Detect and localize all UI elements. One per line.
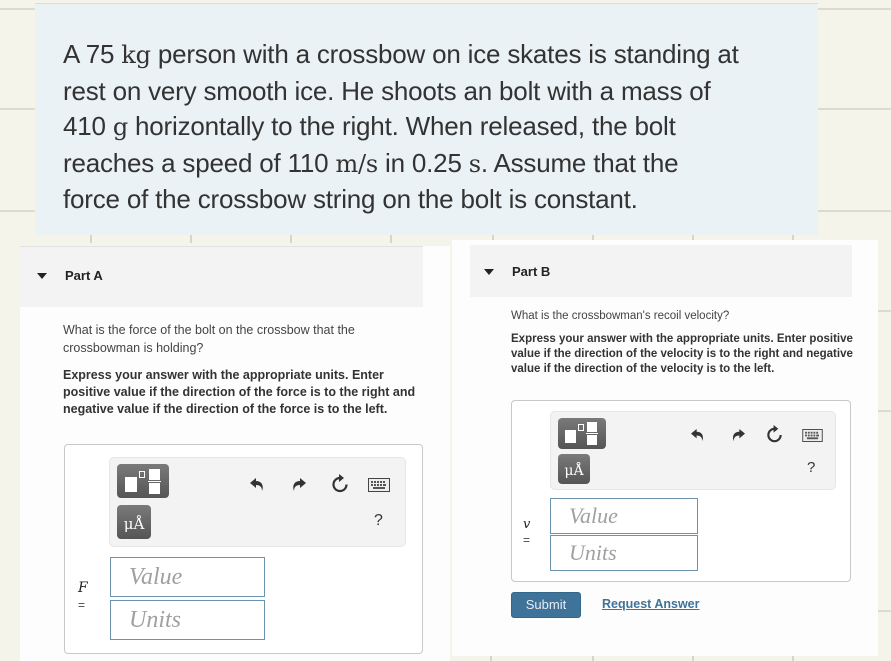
templates-button[interactable] (117, 464, 169, 498)
equals-sign: = (523, 533, 531, 547)
templates-button[interactable] (558, 418, 606, 449)
background-tick (90, 235, 92, 243)
keyboard-button[interactable] (368, 474, 390, 496)
part-b-instructions: Express your answer with the appropriate units. Enter positive value if the direction of the velocity is to the right and negative value if the direction of the velocity is to the left. (511, 333, 853, 375)
redo-icon (729, 428, 746, 443)
background-rule (818, 108, 891, 110)
units-button[interactable]: μÅ (117, 505, 151, 539)
equals-sign: = (78, 598, 86, 612)
units-input[interactable] (110, 600, 265, 640)
reset-button[interactable] (329, 473, 351, 495)
variable-label: F (78, 580, 88, 596)
part-b-answer-box (511, 400, 851, 582)
part-a-instructions: Express your answer with the appropriate units. Enter positive value if the direction of the force is to the right and negative value if the direction of the force is to the left. (63, 368, 416, 416)
background-tick (290, 235, 292, 243)
fraction-bar-icon (586, 433, 598, 434)
problem-text (63, 37, 813, 218)
fraction-bar-icon (148, 481, 161, 482)
help-button[interactable]: ? (807, 459, 816, 476)
part-b-header[interactable] (470, 245, 852, 297)
reset-icon (765, 425, 784, 444)
collapse-caret-icon[interactable] (484, 269, 494, 275)
collapse-caret-icon[interactable] (37, 273, 47, 279)
background-rule (878, 610, 891, 612)
keyboard-icon (368, 478, 390, 492)
value-input[interactable] (550, 498, 698, 534)
problem-statement (35, 3, 818, 235)
keyboard-icon (802, 429, 823, 442)
background-rule (878, 310, 891, 312)
problem-text-segment: rest on very smooth ice. He shoots an bolt with a mass of (63, 75, 711, 106)
fraction-numerator-icon (149, 469, 160, 480)
problem-text-segment: in 0.25 (378, 147, 469, 178)
math-toolbar (550, 411, 836, 490)
problem-text-segment: force of the crossbow string on the bolt is constant. (63, 184, 638, 214)
submit-button[interactable]: Submit (511, 592, 581, 618)
reset-button[interactable] (763, 423, 785, 445)
background-rule (0, 210, 35, 212)
part-b-title: Part B (512, 264, 551, 279)
problem-text-segment: A 75 (63, 39, 122, 69)
templates-icon (565, 430, 576, 443)
part-a-header[interactable] (20, 246, 423, 307)
undo-icon (249, 477, 267, 493)
redo-button[interactable] (726, 424, 748, 446)
fraction-denominator-icon (149, 483, 160, 494)
variable-label: v (523, 517, 531, 532)
help-button[interactable]: ? (374, 512, 383, 529)
fraction-numerator-icon (587, 422, 597, 432)
unit-g: g (112, 113, 128, 141)
value-input[interactable] (110, 557, 265, 597)
problem-text-segment: horizontally to the right. When released, the bolt (127, 111, 676, 141)
units-button[interactable]: μÅ (558, 454, 590, 484)
undo-icon (690, 428, 707, 443)
math-toolbar (109, 457, 406, 547)
background-rule (0, 108, 35, 110)
part-b-panel (452, 240, 878, 656)
background-rule (0, 8, 35, 10)
part-a-question: What is the force of the bolt on the crossbow that the crossbowman is holding? (63, 323, 355, 355)
templates-icon (125, 477, 137, 492)
problem-text-segment: person with a crossbow on ice skates is standing at (150, 39, 739, 69)
background-tick (390, 235, 392, 243)
unit-m-per-s: m/s (335, 149, 379, 178)
redo-button[interactable] (287, 474, 309, 496)
undo-button[interactable] (687, 424, 709, 446)
unit-s: s (468, 149, 481, 178)
unit-kg: kg (121, 41, 151, 69)
superscript-box-icon (139, 471, 145, 478)
part-b-question: What is the crossbowman's recoil velocity? (511, 310, 730, 322)
superscript-box-icon (578, 424, 584, 431)
background-rule (818, 210, 891, 212)
background-rule (878, 410, 891, 412)
part-a-panel (20, 246, 450, 661)
units-input[interactable] (550, 535, 698, 571)
reset-icon (330, 474, 350, 494)
problem-text-segment: 410 (63, 111, 113, 141)
request-answer-link[interactable]: Request Answer (602, 597, 700, 611)
part-a-title: Part A (65, 268, 103, 283)
problem-text-segment: reaches a speed of 110 (63, 147, 336, 178)
redo-icon (289, 477, 307, 493)
part-a-answer-box (64, 444, 423, 654)
problem-text-segment: . Assume that the (480, 147, 679, 178)
keyboard-button[interactable] (801, 424, 823, 446)
undo-button[interactable] (247, 474, 269, 496)
background-tick (190, 235, 192, 243)
background-rule (818, 8, 891, 10)
fraction-denominator-icon (587, 435, 597, 445)
